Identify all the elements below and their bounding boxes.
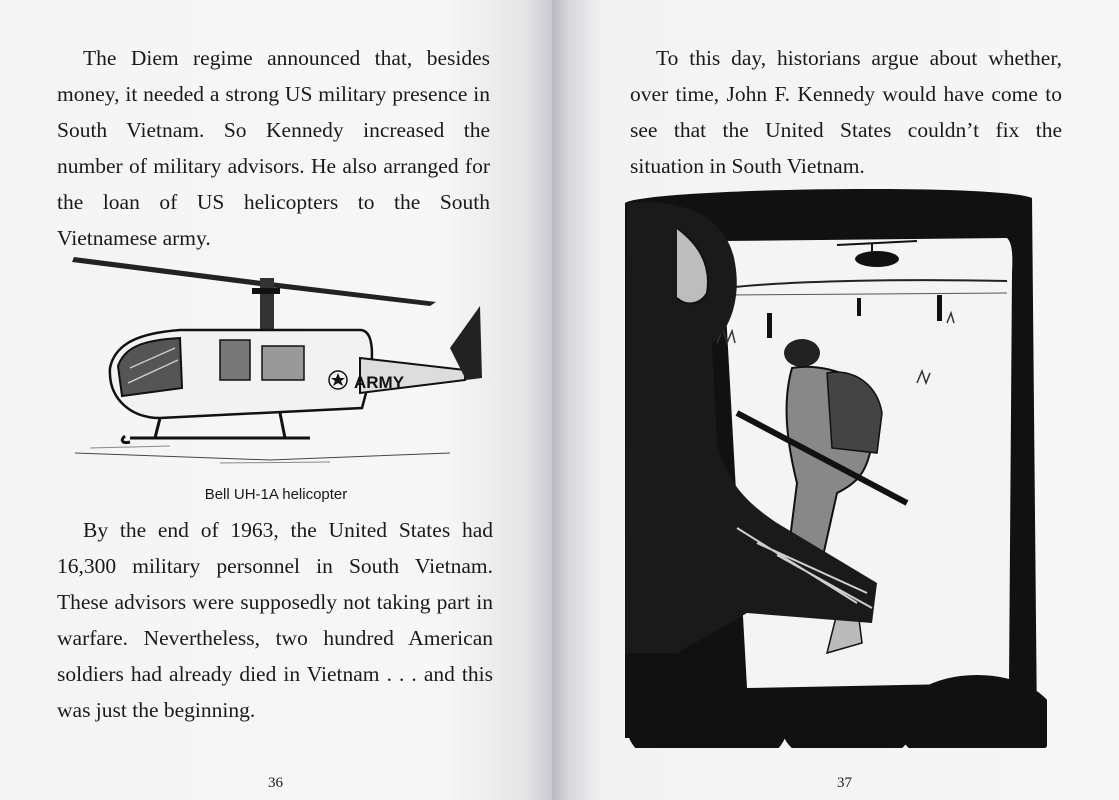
page-number-left: 36: [268, 775, 283, 791]
page-number-right: 37: [837, 775, 852, 791]
rotor-mast: [260, 278, 274, 334]
left-paragraph-1963: [57, 512, 493, 728]
rotor-blade: [72, 257, 436, 306]
paragraph-text: To this day, historians argue about whether, over time, John F. Kennedy would have come to see that the United States couldn’t fix the situation in South Vietnam.: [630, 46, 1062, 178]
army-marking: ARMY: [354, 373, 405, 392]
soldiers-illustration: [617, 183, 1047, 748]
right-paragraph-kennedy: [630, 40, 1062, 184]
soldier-helmet: [784, 339, 820, 367]
paragraph-text: By the end of 1963, the United States had 16,300 military personnel in South Vietnam. These advisors were supposedly not taking part in warfare. Nevertheless, two hundred American soldiers had already died in Vietnam . . . and this was just the beginning.: [57, 518, 493, 722]
left-paragraph-diem: [57, 40, 490, 256]
paragraph-text: The Diem regime announced that, besides money, it needed a strong US military presence in South Vietnam. So Kennedy increased the number of military advisors. He also arranged for the loan of US helicopters to the South Vietnamese army.: [57, 46, 490, 250]
left-page: [0, 0, 552, 800]
helicopter-illustration: [70, 248, 490, 473]
ground-line: [75, 453, 450, 460]
illustration-caption: Bell UH-1A helicopter: [204, 486, 348, 503]
distant-helicopter: [855, 251, 899, 267]
